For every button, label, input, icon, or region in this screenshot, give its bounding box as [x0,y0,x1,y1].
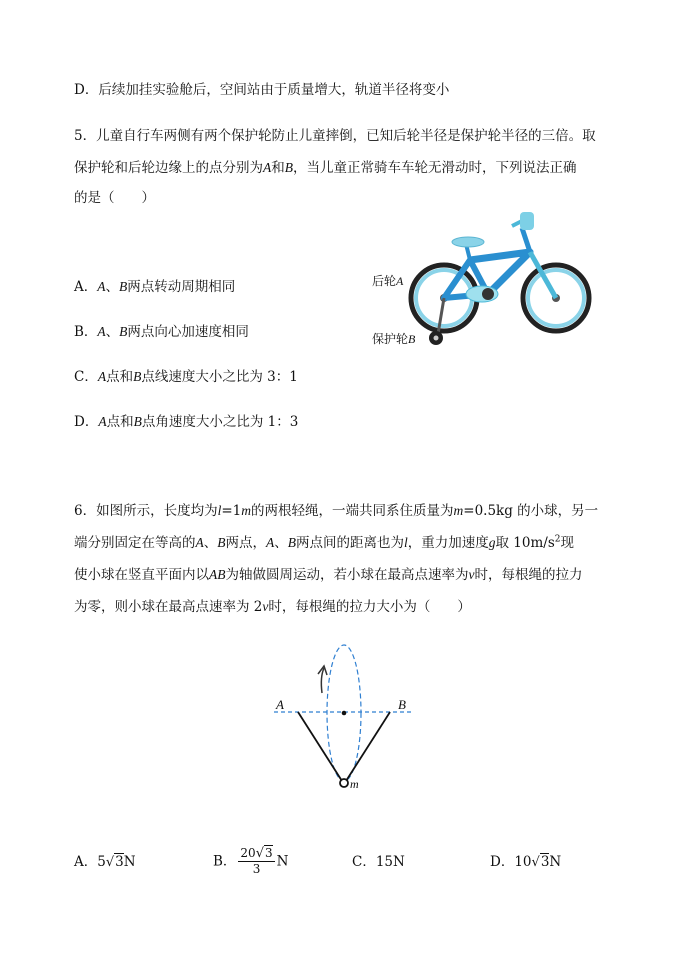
label-rear-wheel-text: 后轮 [372,274,397,288]
var-b: B [287,535,296,550]
center-point [342,711,347,716]
handlebar-basket [520,212,534,230]
q6-stem-line3 [74,565,583,585]
answer-unit: N [549,854,562,870]
var-ab: AB [209,567,226,582]
sqrt-sign: √ [105,855,115,870]
option-text: 点线速度大小之比为 3：1 [141,369,298,385]
answer-prefix: A． [74,854,98,870]
option-mid: 点和 [106,369,134,385]
rotation-arrow-shaft [321,668,324,693]
q5-stem-line2 [74,158,577,178]
q6-text: 时，每根绳的拉力 [474,567,583,583]
q6-answer-d [490,852,561,873]
q6-stem-line1 [74,501,598,521]
q6-stem-line2 [74,533,574,553]
q6-text: =0.5kg 的小球，另一 [463,503,599,519]
q4-option-d [74,80,449,100]
answer-prefix: B． [213,853,237,870]
answer-unit: N [276,853,289,870]
option-mid: 点和 [106,414,134,430]
q6-text: 为零，则小球在最高点速率为 2 [74,599,263,615]
q6-text: =1 [221,503,242,519]
head-tube [522,228,530,252]
var-a: A [97,324,106,339]
q5-stem-line1-text: 5．儿童自行车两侧有两个保护轮防止儿童摔倒，已知后轮半径是保护轮半径的三倍。取 [74,128,596,144]
q6-text: 为轴做圆周运动，若小球在最高点速率为 [225,567,469,583]
q6-answer-b [213,846,288,877]
answer-coef: 5 [97,854,106,870]
answer-coef: 10 [514,854,532,870]
q5-option-d [74,412,298,432]
q6-text: ，重力加速度 [407,535,489,551]
q5-option-b [74,322,249,342]
option-sep: 、 [105,324,120,340]
label-guard-wheel-text: 保护轮 [372,332,409,346]
q6-text: 使小球在竖直平面内以 [74,567,209,583]
q6-text: 、 [274,535,288,551]
sqrt-sign: √ [255,846,264,861]
var-v: v [262,599,269,614]
label-b: B [398,697,406,712]
q5-stem-text: 保护轮和后轮边缘上的点分别为 [74,160,263,176]
q6-text: 6．如图所示，长度均为 [74,503,218,519]
q6-text: 两点间的距离也为 [296,535,404,551]
q5-var-b: B [284,160,293,175]
q6-answer-c [352,852,405,872]
option-sep: 、 [105,279,119,295]
var-a: A [98,414,107,429]
q6-answer-a [74,852,136,873]
q5-stem-line1 [74,126,596,146]
var-a: A [97,369,107,384]
answer-prefix: D． [490,854,515,870]
crank [482,288,494,300]
radicand: 3 [265,846,273,860]
var-a: A [97,279,106,294]
answer-value: 15N [375,854,405,870]
q5-stem-line3 [74,188,155,208]
var-b: B [133,414,142,429]
q5-stem-line3-text: 的是（ ） [74,190,155,206]
option-prefix: D． [74,414,99,430]
option-text: 两点转动周期相同 [127,279,236,295]
q6-text: 的两根轻绳，一端共同系住质量为 [251,503,454,519]
label-rear-wheel-var: A [396,274,404,288]
unit-m: m [241,503,252,518]
label-m: m [350,777,359,791]
q4-option-d-text: D．后续加挂实验舱后，空间站由于质量增大，轨道半径将变小 [74,82,450,98]
q5-bicycle-figure [370,204,615,354]
var-b: B [119,279,128,294]
superscript: 2 [554,534,561,545]
radicand: 3 [540,854,550,870]
radicand: 3 [115,854,124,870]
q6-text: 现 [560,535,574,551]
q6-text: 、 [203,535,218,551]
fraction-numerator [238,846,274,862]
option-text: 两点向心加速度相同 [127,324,249,340]
q5-stem-text: 和 [271,160,285,176]
var-v: v [468,567,475,582]
answer-unit: N [123,854,136,870]
var-b: B [119,324,128,339]
q6-text: 端分别固定在等高的 [74,535,196,551]
guard-wheel-hub [434,336,439,341]
q6-text: 两点， [225,535,266,551]
saddle [452,237,484,247]
q5-option-c [74,367,298,387]
label-guard-wheel [372,330,415,347]
q6-text: 取 10m/s [495,535,555,551]
var-l: l [404,535,408,550]
var-b: B [217,535,226,550]
rope-a [298,712,342,781]
q6-diagram [262,635,432,800]
fraction [238,846,274,877]
q6-text: 时，每根绳的拉力大小为（ ） [268,599,471,615]
label-rear-wheel [372,272,403,289]
option-prefix: B． [74,324,98,340]
fraction-denominator: 3 [252,862,261,876]
numerator-coef: 20 [240,846,256,860]
q5-var-a: A [263,160,272,175]
rope-b [346,712,390,781]
label-a: A [276,697,284,712]
var-b: B [133,369,142,384]
ball-m [340,779,348,787]
option-prefix: C． [74,369,98,385]
sqrt-sign: √ [531,855,540,870]
var-a: A [195,535,204,550]
option-text: 点角速度大小之比为 1：3 [141,414,299,430]
var-a: A [266,535,275,550]
answer-prefix: C． [352,854,376,870]
var-l: l [217,503,222,518]
q6-rope-diagram [262,635,432,800]
q5-option-a [74,277,235,297]
var-m: m [453,503,464,518]
label-guard-wheel-var: B [408,332,416,346]
q6-stem-line4 [74,597,471,617]
var-g: g [488,535,496,550]
q5-stem-text: ，当儿童正常骑车车轮无滑动时，下列说法正确 [293,160,577,176]
option-prefix: A． [74,279,98,295]
